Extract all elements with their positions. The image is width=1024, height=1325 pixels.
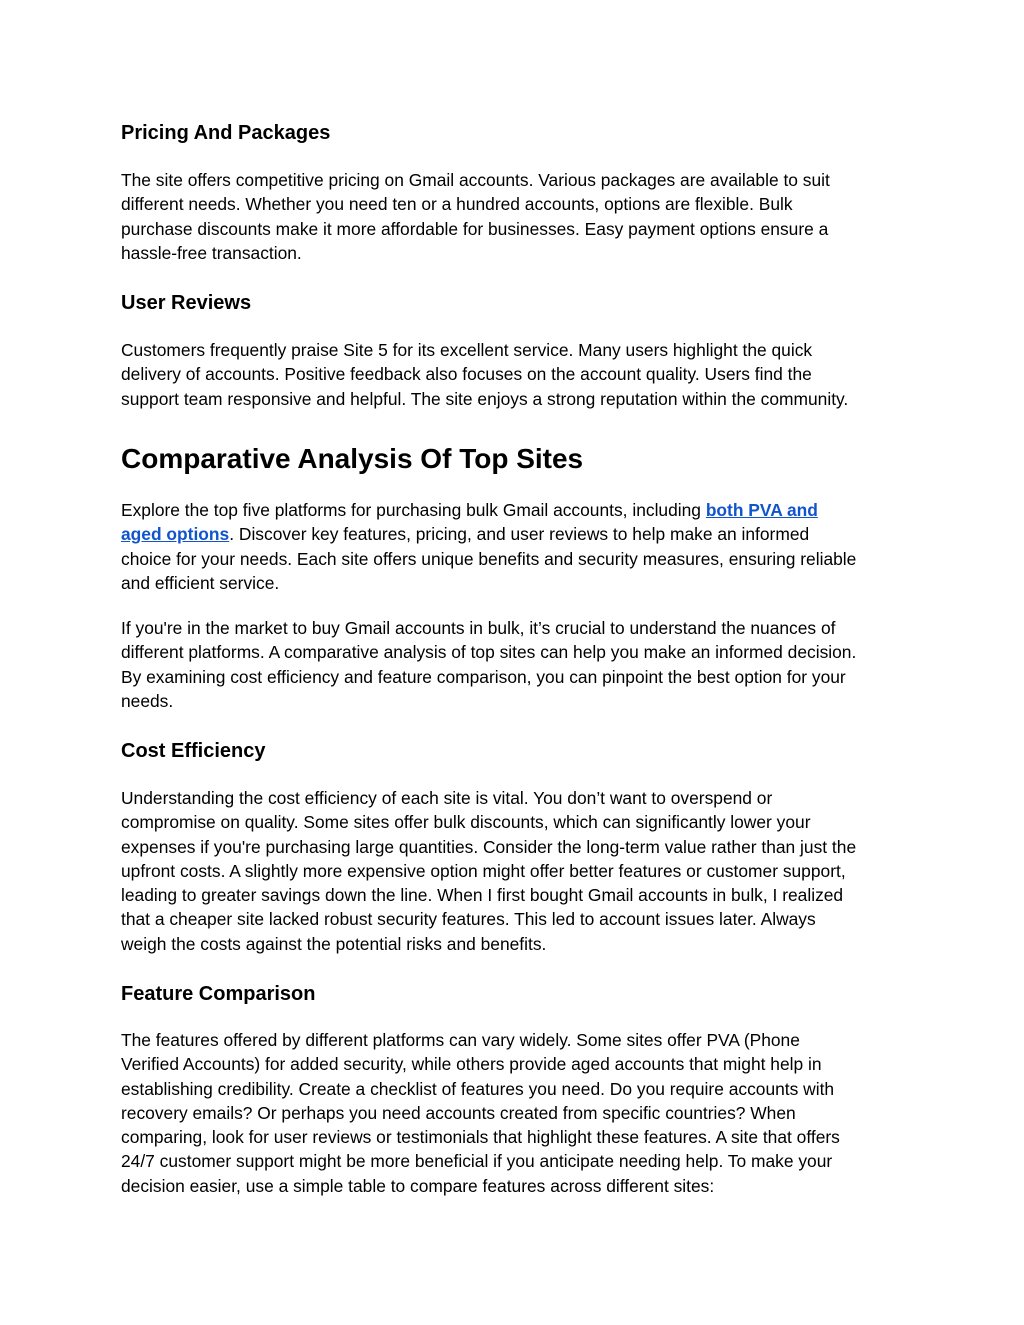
text-line: upfront costs. A slightly more expensive option might offer better features or customer support, (121, 860, 846, 881)
heading-user-reviews: User Reviews (121, 292, 252, 314)
text-line: recovery emails? Or perhaps you need accounts created from specific countries? When (121, 1102, 796, 1123)
heading-comparative-analysis: Comparative Analysis Of Top Sites (121, 443, 584, 474)
text-line: different needs. Whether you need ten or a hundred accounts, options are flexible. Bulk (121, 194, 793, 215)
text-line (121, 498, 906, 522)
text-line: delivery of accounts. Positive feedback also focuses on the account quality. Users find the (121, 364, 812, 385)
text-line: Understanding the cost efficiency of each site is vital. You don’t want to overspend or (121, 788, 773, 808)
text-line: Verified Accounts) for added security, while others provide aged accounts that might help in (121, 1054, 822, 1075)
intro-line2-text: . Discover key features, pricing, and user reviews to help make an informed (229, 524, 810, 545)
text-line: choice for your needs. Each site offers unique benefits and security measures, ensuring reliable (121, 548, 857, 569)
text-line: If you're in the market to buy Gmail accounts in bulk, it’s crucial to understand the nuances of (121, 618, 836, 638)
text-line: comparing, look for user reviews or testimonials that highlight these features. A site that offers (121, 1127, 840, 1148)
paragraph-feature-comparison (121, 1028, 906, 1198)
pva-aged-options-link-part1[interactable]: both PVA and (705, 500, 818, 520)
text-line: weigh the costs against the potential risks and benefits. (121, 933, 547, 954)
text-line: compromise on quality. Some sites offer bulk discounts, which can significantly lower your (121, 812, 811, 833)
text-line: that a cheaper site lacked robust security features. This led to account issues later. Always (121, 909, 816, 930)
text-line: Customers frequently praise Site 5 for its excellent service. Many users highlight the quick (121, 340, 813, 360)
paragraph-cost-efficiency (121, 786, 906, 956)
text-line: needs. (121, 690, 174, 711)
text-line: and efficient service. (121, 572, 280, 593)
text-line: purchase discounts make it more affordable for businesses. Easy payment options ensure a (121, 218, 829, 239)
text-line: The site offers competitive pricing on Gmail accounts. Various packages are available to suit (121, 170, 830, 190)
intro-line1-text: Explore the top five platforms for purchasing bulk Gmail accounts, including (121, 500, 706, 520)
text-line: 24/7 customer support might be more beneficial if you anticipate needing help. To make your (121, 1151, 833, 1172)
text-line: By examining cost efficiency and feature comparison, you can pinpoint the best option for your (121, 666, 846, 687)
heading-pricing-and-packages: Pricing And Packages (121, 122, 331, 144)
paragraph-user-reviews (121, 338, 906, 411)
text-line: establishing credibility. Create a checklist of features you need. Do you require accounts with (121, 1078, 835, 1099)
paragraph-comparative-market (121, 616, 906, 713)
text-line: leading to greater savings down the line. When I first bought Gmail accounts in bulk, I realized (121, 885, 844, 906)
text-line: different platforms. A comparative analysis of top sites can help you make an informed decision. (121, 642, 857, 663)
text-line: hassle-free transaction. (121, 242, 302, 263)
text-line: expenses if you're purchasing large quantities. Consider the long-term value rather than just the (121, 836, 857, 857)
text-line (121, 522, 906, 546)
text-line: support team responsive and helpful. The site enjoys a strong reputation within the community. (121, 388, 849, 409)
paragraph-pricing (121, 168, 906, 265)
text-line: The features offered by different platforms can vary widely. Some sites offer PVA (Phone (121, 1030, 800, 1050)
heading-feature-comparison: Feature Comparison (121, 983, 316, 1005)
heading-cost-efficiency: Cost Efficiency (121, 740, 266, 762)
pva-aged-options-link-part2[interactable]: aged options (121, 524, 230, 545)
paragraph-comparative-intro (121, 498, 906, 595)
text-line: decision easier, use a simple table to compare features across different sites: (121, 1175, 715, 1196)
